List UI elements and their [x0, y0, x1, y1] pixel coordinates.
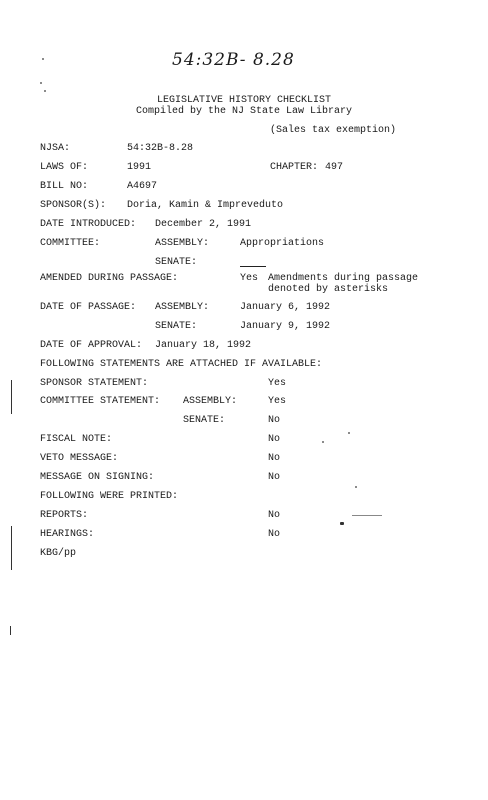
- printed-heading: FOLLOWING WERE PRINTED:: [40, 491, 179, 502]
- passage-senate-value: January 9, 1992: [240, 321, 331, 332]
- date-introduced-label: DATE INTRODUCED:: [40, 219, 137, 230]
- amended-label: AMENDED DURING PASSAGE:: [40, 273, 179, 284]
- sponsor-label: SPONSOR(S):: [40, 200, 107, 211]
- passage-assembly-value: January 6, 1992: [240, 302, 331, 313]
- passage-label: DATE OF PASSAGE:: [40, 302, 137, 313]
- scan-speck: [40, 82, 42, 84]
- scan-speck: [42, 58, 44, 60]
- reports-value: No: [268, 510, 281, 521]
- veto-message-label: VETO MESSAGE:: [40, 453, 119, 464]
- handwritten-call-number: 54:32B- 8.28: [172, 50, 295, 70]
- committee-senate-blank-line: [240, 266, 266, 267]
- chapter-value: 497: [325, 162, 344, 173]
- amended-note-line-1: Amendments during passage: [268, 273, 419, 284]
- committee-statement-assembly-value: Yes: [268, 396, 287, 407]
- approval-label: DATE OF APPROVAL:: [40, 340, 143, 351]
- typist-initials: KBG/pp: [40, 548, 77, 559]
- fiscal-note-value: No: [268, 434, 281, 445]
- committee-label: COMMITTEE:: [40, 238, 101, 249]
- statements-heading: FOLLOWING STATEMENTS ARE ATTACHED IF AVAILABLE:: [40, 359, 323, 370]
- scan-speck: [340, 522, 344, 525]
- signing-message-value: No: [268, 472, 281, 483]
- scan-margin-mark: [10, 626, 11, 635]
- scan-speck: [44, 90, 46, 92]
- sponsor-statement-label: SPONSOR STATEMENT:: [40, 378, 149, 389]
- amended-value: Yes: [240, 273, 259, 284]
- sponsor-statement-value: Yes: [268, 378, 287, 389]
- laws-of-value: 1991: [127, 162, 152, 173]
- laws-of-label: LAWS OF:: [40, 162, 89, 173]
- chapter-label: CHAPTER:: [270, 162, 319, 173]
- approval-value: January 18, 1992: [155, 340, 252, 351]
- njsa-value: 54:32B-8.28: [127, 143, 194, 154]
- committee-assembly-value: Appropriations: [240, 238, 325, 249]
- document-subtitle: Compiled by the NJ State Law Library: [135, 106, 353, 117]
- committee-statement-assembly-label: ASSEMBLY:: [183, 396, 238, 407]
- bill-no-value: A4697: [127, 181, 158, 192]
- date-introduced-value: December 2, 1991: [155, 219, 252, 230]
- bill-no-label: BILL NO:: [40, 181, 89, 192]
- subject-note: (Sales tax exemption): [270, 125, 397, 136]
- document-title: LEGISLATIVE HISTORY CHECKLIST: [156, 95, 332, 106]
- passage-assembly-label: ASSEMBLY:: [155, 302, 210, 313]
- scan-margin-mark: [11, 526, 12, 570]
- committee-assembly-label: ASSEMBLY:: [155, 238, 210, 249]
- scan-smudge: [352, 515, 382, 516]
- scan-margin-mark: [11, 380, 12, 414]
- scan-speck: [348, 432, 350, 434]
- hearings-value: No: [268, 529, 281, 540]
- scan-speck: [322, 441, 324, 443]
- fiscal-note-label: FISCAL NOTE:: [40, 434, 113, 445]
- amended-note-line-2: denoted by asterisks: [268, 284, 389, 295]
- hearings-label: HEARINGS:: [40, 529, 95, 540]
- reports-label: REPORTS:: [40, 510, 89, 521]
- committee-statement-label: COMMITTEE STATEMENT:: [40, 396, 161, 407]
- committee-senate-label: SENATE:: [155, 257, 198, 268]
- njsa-label: NJSA:: [40, 143, 71, 154]
- committee-statement-senate-label: SENATE:: [183, 415, 226, 426]
- scan-speck: [355, 486, 357, 488]
- passage-senate-label: SENATE:: [155, 321, 198, 332]
- sponsor-value: Doria, Kamin & Impreveduto: [127, 200, 284, 211]
- signing-message-label: MESSAGE ON SIGNING:: [40, 472, 155, 483]
- committee-statement-senate-value: No: [268, 415, 281, 426]
- veto-message-value: No: [268, 453, 281, 464]
